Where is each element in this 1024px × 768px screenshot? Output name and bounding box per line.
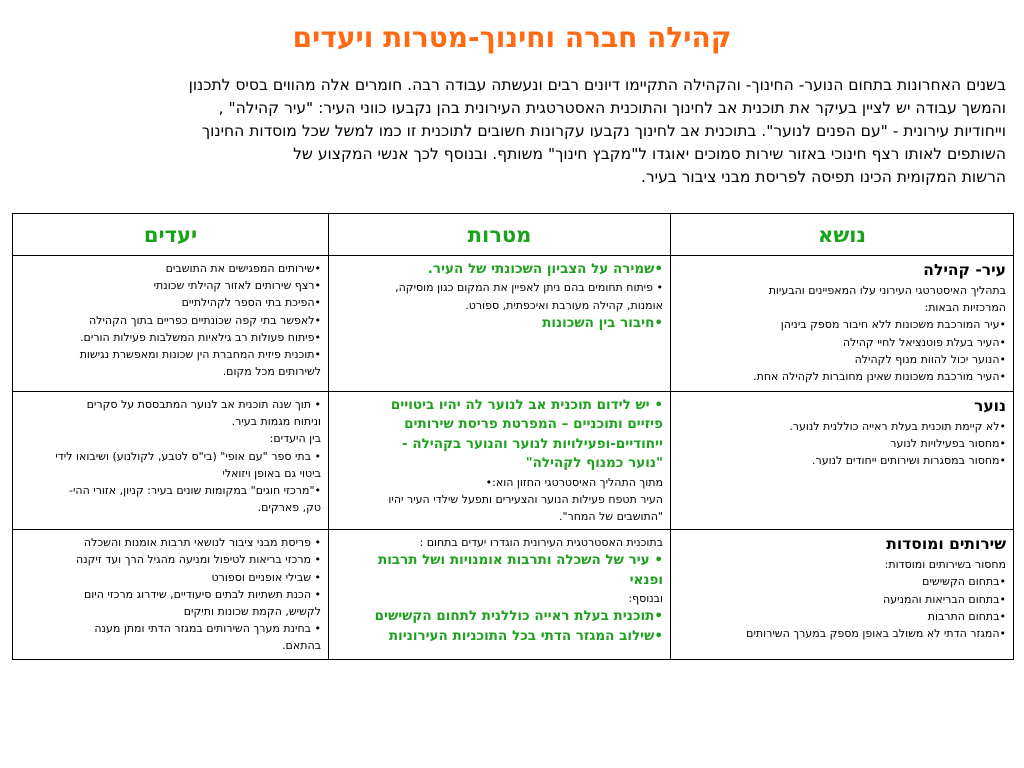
subject-line: •המגזר הדתי לא משולב באופן מספק במערך השירותים — [746, 627, 1006, 641]
subject-line: •בתחום הבריאות והמניעה — [883, 592, 1006, 606]
subject-line: •העיר מורכבת משכונות שאינן מחוברות לקהילה אחת. — [753, 370, 1006, 384]
subject-heading: נוער — [974, 397, 1006, 415]
target-line: • פריסת מבני ציבור לנושאי תרבות אומנות והשכלה — [83, 536, 321, 550]
slide-title: קהילה חברה וחינוך-מטרות ויעדים — [292, 21, 732, 54]
target-line: •פיתוח פעולות רב גילאיות המשלבות פעילות הורים. — [80, 330, 321, 344]
targets-cell — [13, 256, 329, 392]
goal-highlight-line: "נוער כמנוף לקהילה" — [525, 455, 663, 472]
goal-highlight-line: •שילוב המגזר הדתי בכל התוכניות העירוניות — [388, 627, 663, 644]
subject-line: המרכזיות הבאות: — [924, 301, 1006, 315]
table-row — [13, 392, 1014, 530]
subject-line: •עיר המורכבת משכונות ללא חיבור מספק ביניהן — [780, 318, 1006, 332]
header-subject: נושא — [671, 214, 1014, 256]
subject-line: •בתחום התרבות — [927, 609, 1006, 623]
goal-highlight-line: •חיבור בין השכונות — [542, 314, 663, 331]
target-line: • הכנת תשתיות לבתים סיעודיים, שידרוג מרכזי היום — [83, 587, 321, 601]
goals-cell — [329, 392, 671, 530]
target-line: • בחינת מערך השירותים במגזר הדתי ומתן מענה — [94, 622, 321, 636]
target-line: • מרכזי בריאות לטיפול ומניעה מהגיל הרך ועד זיקנה — [76, 553, 321, 567]
targets-cell — [13, 530, 329, 659]
table-row — [13, 530, 1014, 659]
goal-line: בתוכנית האסטרטגית העירונית הוגדרו יעדים בתחום : — [419, 536, 663, 550]
header-targets: יעדים — [13, 214, 329, 256]
subject-line: •הנוער יכול להוות מנוף לקהילה — [854, 352, 1006, 366]
table-header-row — [13, 214, 1014, 256]
goal-highlight-line: • יש לידום תוכנית אב לנוער לה יהיו ביטויים — [390, 397, 663, 413]
target-line: • שבילי אופניים וספורט — [211, 570, 321, 584]
target-line: לקשיש, הקמת שכונות ותיקים — [183, 605, 321, 619]
target-line: •הפיכת בתי הספר לקהילתיים — [181, 296, 321, 310]
intro-line: וייחודיות עירונית - "עם הפנים לנוער". בתוכנית אב לחינוך נקבעו עקרונות חשובים לתוכנית זו כמו למשל שכל מוסדות החינוך — [201, 122, 1006, 140]
subject-line: •בתחום הקשישים — [922, 575, 1006, 589]
goal-highlight-line: •שמירה על הצביון השכונתי של העיר. — [427, 261, 663, 277]
goals-cell — [329, 530, 671, 659]
intro-line: הרשות המקומית הכינו תפיסה לפריסת מבני ציבור בעיר. — [640, 168, 1006, 186]
table-row — [13, 256, 1014, 392]
target-line: וניתוח מגמות בעיר. — [231, 415, 321, 429]
target-line: •לאפשר בתי קפה שכונתיים כפריים בתוך הקהילה — [89, 313, 321, 327]
goal-line: "התושבים של המחר". — [558, 510, 663, 524]
target-line: טק, פארקים. — [257, 501, 321, 515]
target-line: לשירותים מכל מקום. — [222, 365, 321, 379]
target-line: בין היעדים: — [269, 432, 321, 446]
goal-highlight-line: • עיר של השכלה ותרבות אומנויות ושל תרבות — [378, 552, 663, 569]
subject-line: •מחסור במסגרות ושירותים ייחודים לנוער. — [812, 454, 1006, 468]
goal-line: מתוך התהליך האיסטרטגי החזון הוא:• — [485, 475, 663, 489]
subject-cell — [671, 256, 1014, 392]
target-line: • תוך שנה תוכנית אב לנוער המתבססת על סקרים — [86, 398, 321, 411]
goal-line: • פיתוח תחומים בהם ניתן לאפיין את המקום כגון מוסיקה, — [395, 281, 663, 295]
target-line: •"מרכזי חוגים" במקומות שונים בעיר: קניון, אזורי ההי- — [68, 484, 321, 498]
goal-highlight-line: פיזיים ותוכניים – המפרטת פריסת שירותים — [404, 416, 663, 433]
target-line: •רצף שירותים לאזור קהילתי שכונתי — [153, 279, 321, 293]
goal-highlight-line: ופנאי — [629, 571, 663, 588]
header-goals: מטרות — [329, 214, 671, 256]
goal-line: ובנוסף: — [628, 592, 663, 606]
goal-line: העיר תטפח פעילות הנוער והצעירים ותפעל שילדי העיר יהיו — [388, 492, 663, 506]
subject-line: מחסור בשירותים ומוסדות: — [884, 558, 1006, 572]
intro-line: בשנים האחרונות בתחום הנוער- החינוך- והקהילה התקיימו דיונים רבים ונעשתה עבודה רבה. חומרים אלה מהווים בסיס לתכנון — [188, 76, 1006, 94]
target-line: בהתאם. — [282, 639, 321, 653]
goals-cell — [329, 256, 671, 392]
goal-line: אומנות, קהילה מעורבת ואיכפתית, ספורט. — [465, 298, 663, 312]
subject-cell — [671, 392, 1014, 530]
intro-line: השותפים לאותו רצף חינוכי באזור שירות סמוכים יאוגדו ל"מקבץ חינוך" משותף. ובנוסף לכך אנשי המקצוע של — [293, 145, 1006, 163]
targets-cell — [13, 392, 329, 530]
target-line: •תוכנית פיזית המחברת הין שכונות ומאפשרת נגישות — [79, 348, 321, 362]
goals-table — [12, 213, 1014, 660]
goal-highlight-line: •תוכנית בעלת ראייה כוללנית לתחום הקשישים — [374, 608, 663, 625]
target-line: • בתי ספר "עם אופי" (בי"ס לטבע, לקולנוע) ושיבואו לידי — [55, 449, 321, 463]
target-line: •שירותים המפגישים את התושבים — [165, 262, 321, 275]
intro-line: והמשך עבודה יש לציין בעיקר את תוכנית אב לחינוך והתוכנית האסטרטגית העירונית בהן נקבעו כווני העיר: "עיר קהילה" , — [218, 99, 1006, 117]
goal-highlight-line: ייחודיים-ופעילויות לנוער והנוער בקהילה - — [402, 435, 663, 452]
intro-paragraph — [20, 74, 1006, 189]
subject-line: •העיר בעלת פוטנציאל לחיי קהילה — [842, 335, 1006, 349]
target-line: ביטוי גם באופן ויזואלי — [222, 466, 321, 480]
subject-line: •מחסור בפעילויות לנוער — [890, 437, 1006, 451]
subject-heading: שירותים ומוסדות — [886, 535, 1006, 554]
subject-cell — [671, 530, 1014, 659]
subject-heading: עיר- קהילה — [923, 261, 1006, 279]
subject-line: בתהליך האיסטרטגי העירוני עלו המאפיינים והבעיות — [768, 284, 1006, 297]
subject-line: •לא קיימת תוכנית בעלת ראייה כוללנית לנוער. — [789, 420, 1006, 433]
